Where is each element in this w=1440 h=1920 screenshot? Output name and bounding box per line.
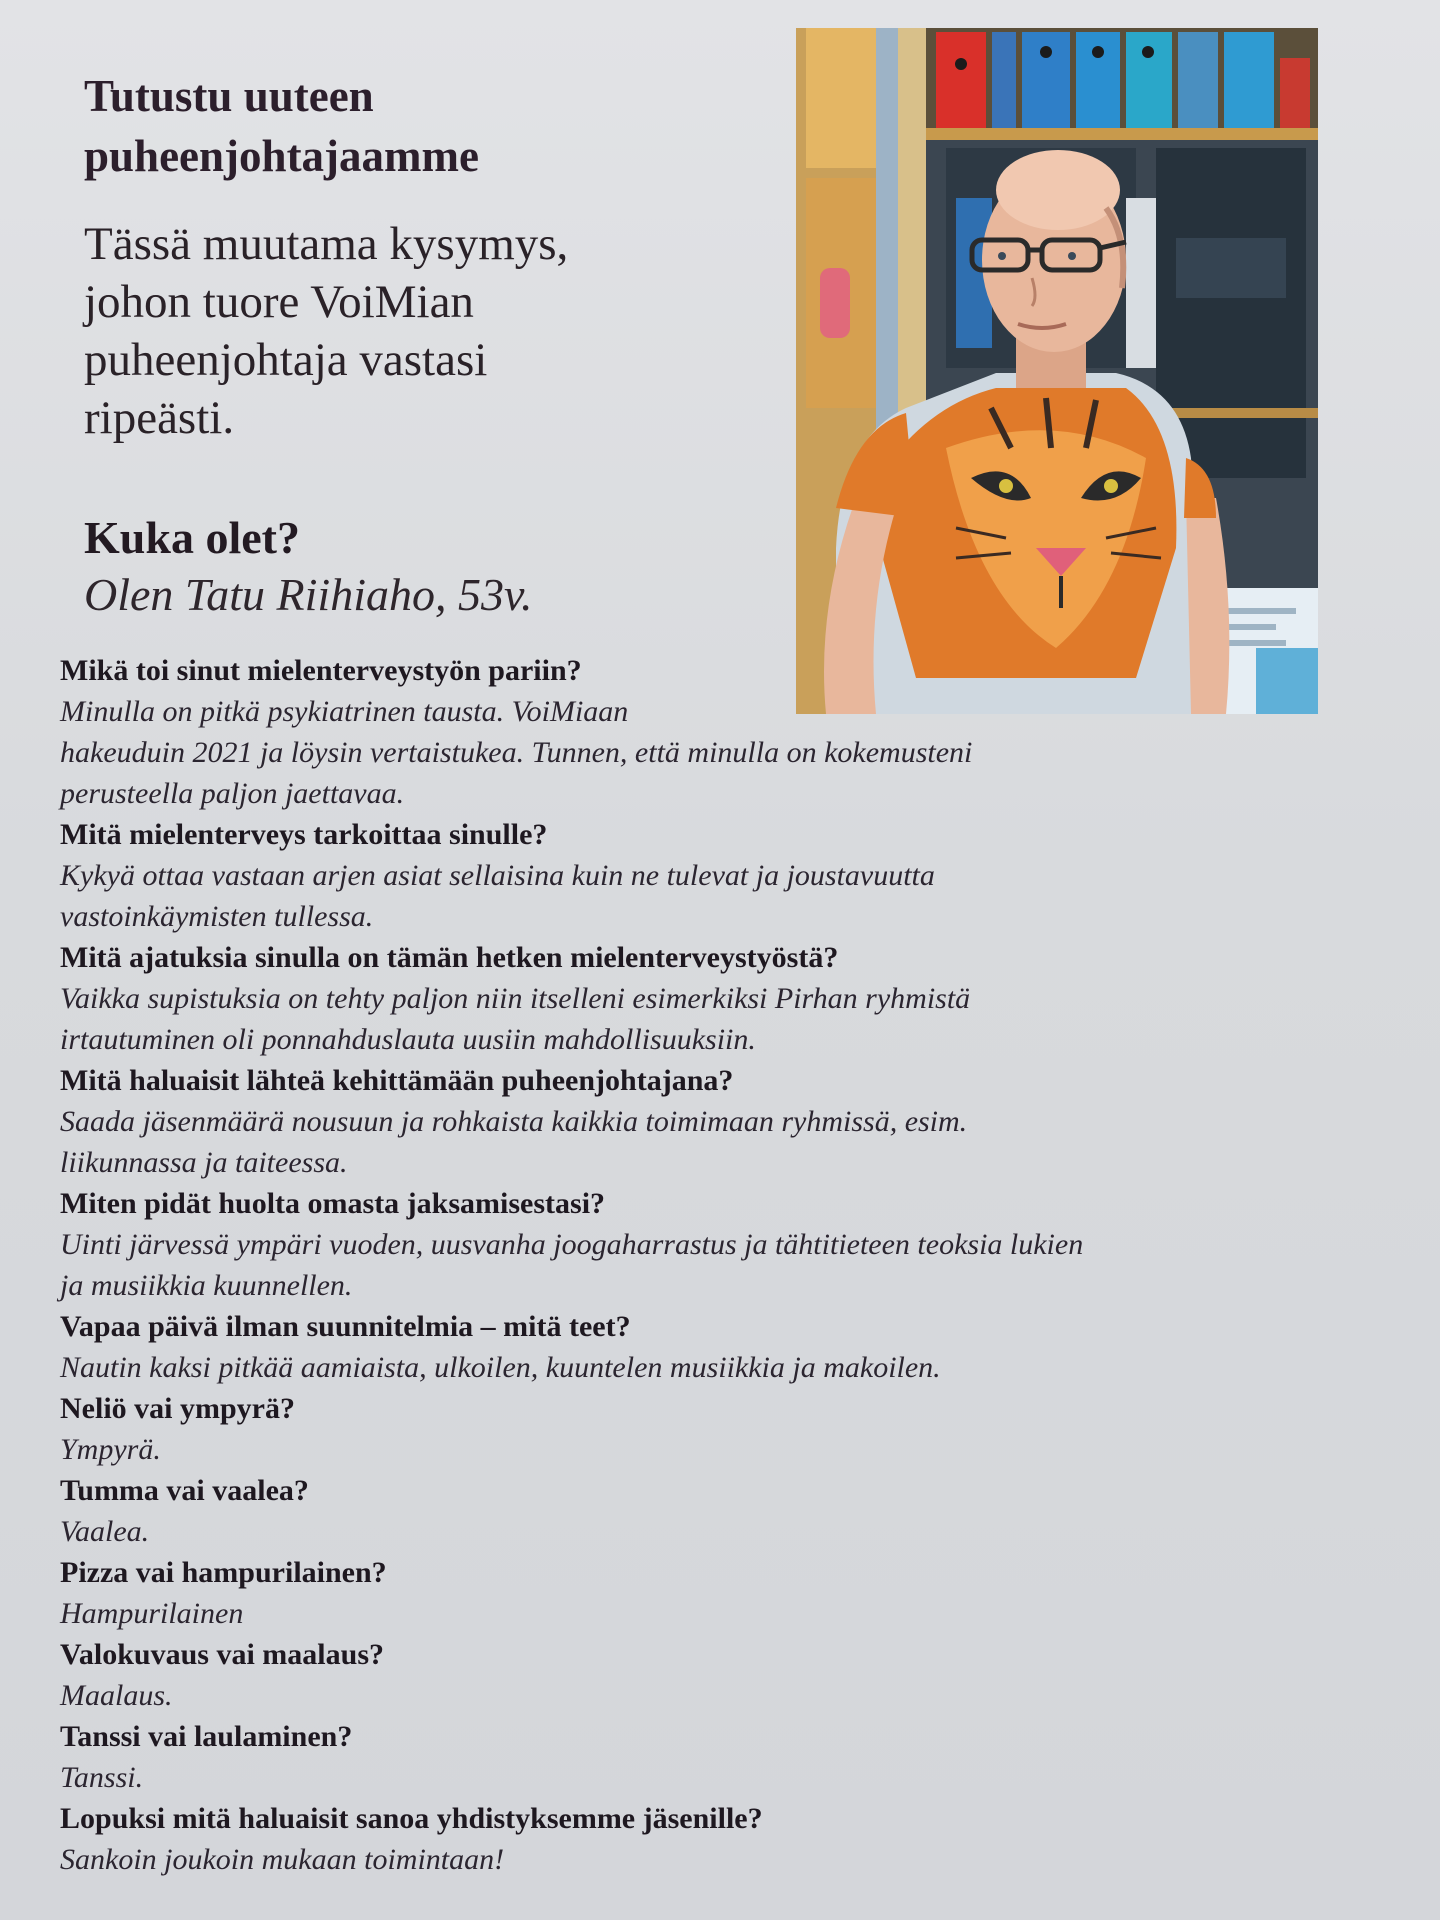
question-2: Mitä mielenterveys tarkoittaa sinulle? xyxy=(60,818,548,851)
question-8: Tumma vai vaalea? xyxy=(60,1474,309,1507)
answer-3-line-1: Vaikka supistuksia on tehty paljon niin itselleni esimerkiksi Pirhan ryhmistä xyxy=(60,982,971,1015)
answer-5-line-1: Uinti järvessä ympäri vuoden, uusvanha joogaharrastus ja tähtitieteen teoksia lukien xyxy=(60,1228,1084,1261)
question-9: Pizza vai hampurilainen? xyxy=(60,1556,387,1589)
intro-line-1: Tässä muutama kysymys, xyxy=(84,218,569,270)
question-6: Vapaa päivä ilman suunnitelmia – mitä teet? xyxy=(60,1310,631,1343)
portrait-image xyxy=(796,28,1318,714)
who-question: Kuka olet? xyxy=(84,512,300,563)
answer-3-line-2: irtautuminen oli ponnahduslauta uusiin mahdollisuuksiin. xyxy=(60,1023,756,1056)
answer-5-line-2: ja musiikkia kuunnellen. xyxy=(60,1269,353,1302)
intro-line-2: johon tuore VoiMian xyxy=(84,276,474,328)
answer-9-line-1: Hampurilainen xyxy=(60,1597,244,1630)
who-section xyxy=(84,510,784,624)
answer-2-line-1: Kykyä ottaa vastaan arjen asiat sellaisina kuin ne tulevat ja joustavuutta xyxy=(60,859,935,892)
question-10: Valokuvaus vai maalaus? xyxy=(60,1638,384,1671)
question-12: Lopuksi mitä haluaisit sanoa yhdistyksemme jäsenille? xyxy=(60,1802,763,1835)
question-7: Neliö vai ympyrä? xyxy=(60,1392,295,1425)
who-answer: Olen Tatu Riihiaho, 53v. xyxy=(84,569,533,620)
answer-12-line-1: Sankoin joukoin mukaan toimintaan! xyxy=(60,1843,505,1876)
question-4: Mitä haluaisit lähteä kehittämään puheenjohtajana? xyxy=(60,1064,734,1097)
answer-11-line-1: Tanssi. xyxy=(60,1761,144,1794)
question-3: Mitä ajatuksia sinulla on tämän hetken mielenterveystyöstä? xyxy=(60,941,839,974)
answer-4-line-2: liikunnassa ja taiteessa. xyxy=(60,1146,348,1179)
answer-8-line-1: Vaalea. xyxy=(60,1515,150,1548)
answer-7-line-1: Ympyrä. xyxy=(60,1433,161,1466)
article-title-line-1: Tutustu uuteen xyxy=(84,71,374,121)
intro-line-3: puheenjohtaja vastasi xyxy=(84,334,488,386)
interview-qa xyxy=(60,650,1360,1880)
answer-1-line-3: perusteella paljon jaettavaa. xyxy=(60,777,405,810)
intro-line-4: ripeästi. xyxy=(84,392,235,444)
answer-4-line-1: Saada jäsenmäärä nousuun ja rohkaista kaikkia toimimaan ryhmissä, esim. xyxy=(60,1105,968,1138)
article-title-line-2: puheenjohtajaamme xyxy=(84,131,479,181)
answer-6-line-1: Nautin kaksi pitkää aamiaista, ulkoilen, kuuntelen musiikkia ja makoilen. xyxy=(60,1351,941,1384)
article-title xyxy=(84,66,724,186)
answer-10-line-1: Maalaus. xyxy=(60,1679,173,1712)
question-1: Mikä toi sinut mielenterveystyön pariin? xyxy=(60,654,582,687)
portrait-photo xyxy=(796,28,1318,714)
answer-1-line-1: Minulla on pitkä psykiatrinen tausta. VoiMiaan xyxy=(60,695,629,728)
question-11: Tanssi vai laulaminen? xyxy=(60,1720,353,1753)
article-intro xyxy=(84,215,724,447)
answer-2-line-2: vastoinkäymisten tullessa. xyxy=(60,900,374,933)
answer-1-line-2: hakeuduin 2021 ja löysin vertaistukea. Tunnen, että minulla on kokemusteni xyxy=(60,736,973,769)
question-5: Miten pidät huolta omasta jaksamisestasi? xyxy=(60,1187,606,1220)
